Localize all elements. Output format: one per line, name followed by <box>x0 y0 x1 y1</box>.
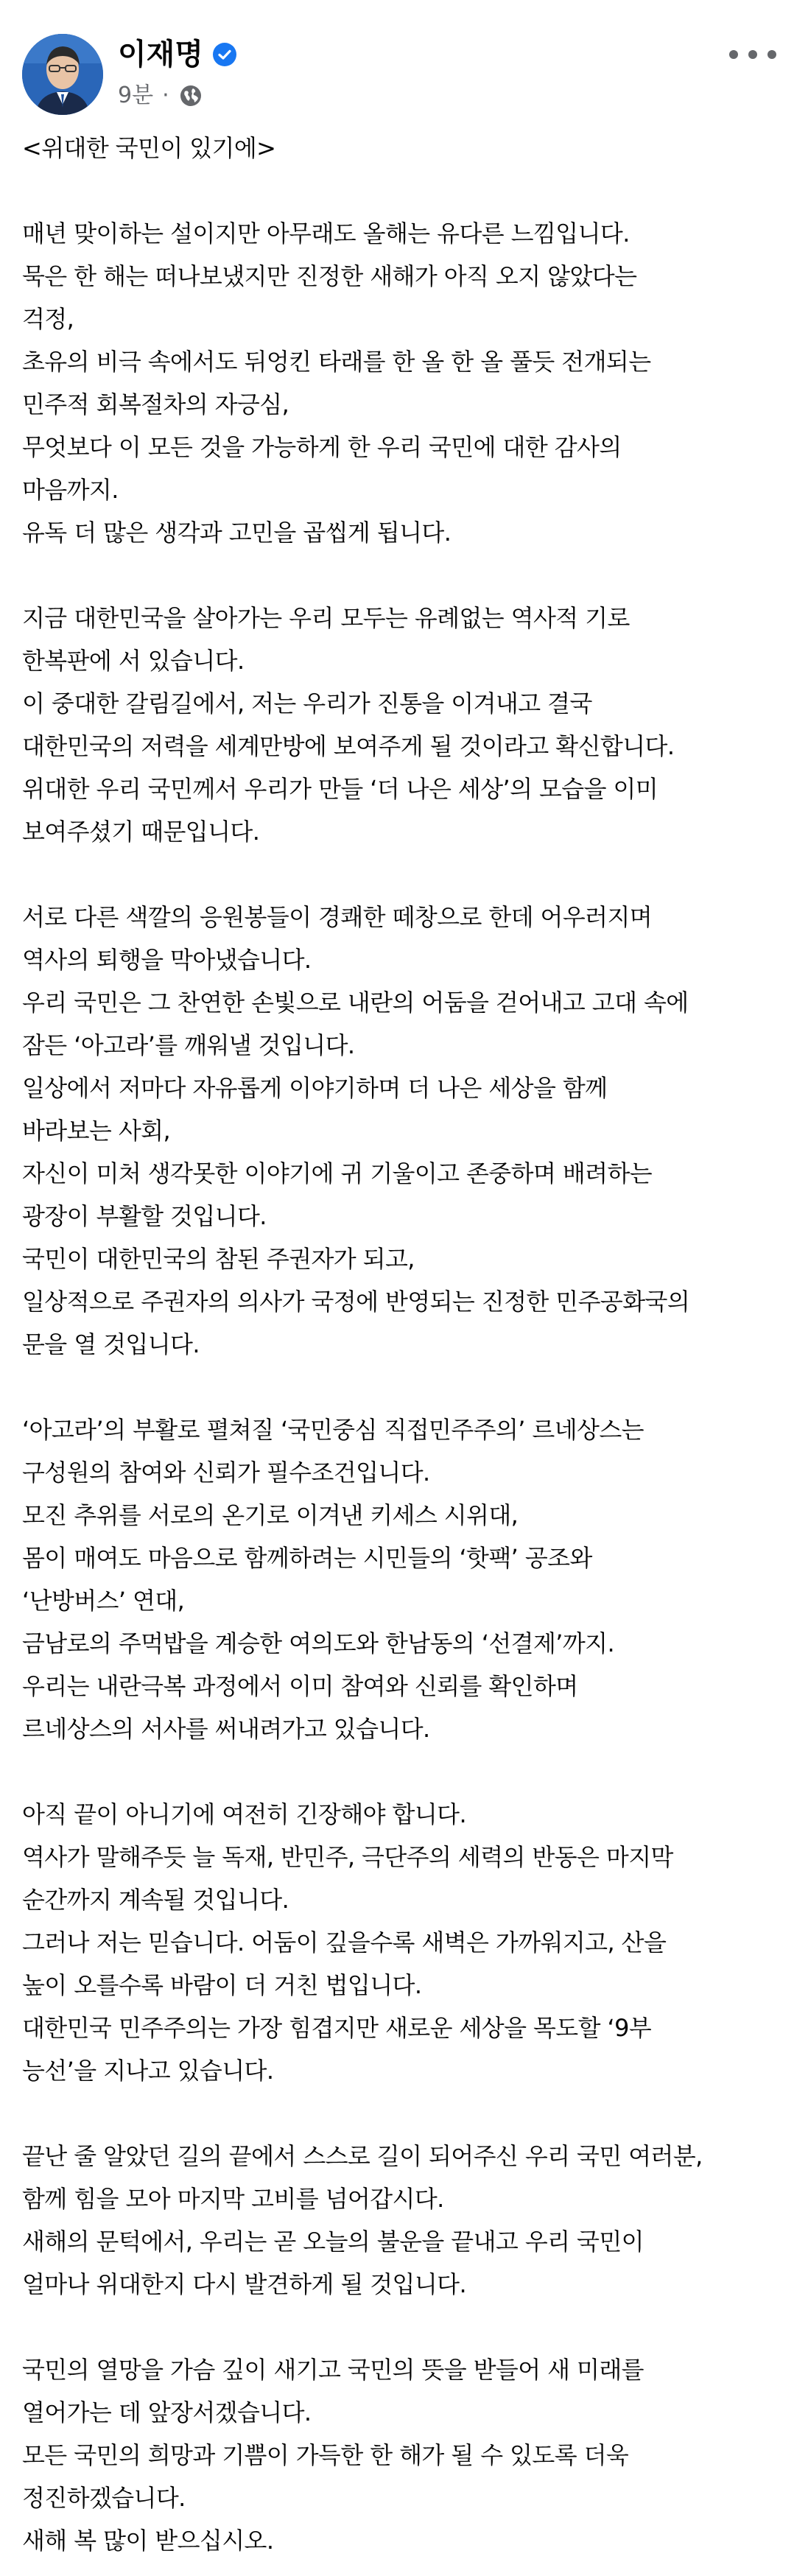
post-text-line: 우리 국민은 그 찬연한 손빛으로 내란의 어둠을 걷어내고 고대 속에 <box>22 989 689 1017</box>
post-text-line: 무엇보다 이 모든 것을 가능하게 한 우리 국민에 대한 감사의 <box>22 433 622 461</box>
post-text-line: 서로 다른 색깔의 응원봉들이 경쾌한 떼창으로 한데 어우러지며 <box>22 903 653 931</box>
paragraph-gap <box>22 1750 781 1793</box>
post-text-line: ‘아고라’의 부활로 펼쳐질 ‘국민중심 직접민주주의’ 르네상스는 <box>22 1416 644 1444</box>
post-text-line: 새해 복 많이 받으십시오. <box>22 2527 274 2555</box>
more-options-button[interactable] <box>729 38 776 71</box>
post-text-line: 역사가 말해주듯 늘 독재, 반민주, 극단주의 세력의 반동은 마지막 <box>22 1843 673 1871</box>
post-text-line: 이 중대한 갈림길에서, 저는 우리가 진통을 이겨내고 결국 <box>22 689 592 717</box>
post-text-line: 아직 끝이 아니기에 여전히 긴장해야 합니다. <box>22 1800 467 1828</box>
post-text-line: 높이 오를수록 바람이 더 거친 법입니다. <box>22 1971 422 1999</box>
paragraph-gap <box>22 554 781 597</box>
post-text-line: 국민의 열망을 가슴 깊이 새기고 국민의 뜻을 받들어 새 미래를 <box>22 2356 644 2384</box>
post-text-line: 바라보는 사회, <box>22 1117 171 1145</box>
post-text-line: 몸이 매여도 마음으로 함께하려는 시민들의 ‘핫팩’ 공조와 <box>22 1544 592 1572</box>
more-dot-icon <box>767 50 776 59</box>
post-timestamp[interactable]: 9분 <box>118 83 154 108</box>
verified-badge-icon <box>212 42 237 67</box>
post-text-line: 대한민국의 저력을 세계만방에 보여주게 될 것이라고 확신합니다. <box>22 732 675 760</box>
more-dot-icon <box>748 50 757 59</box>
post-text-line: 일상적으로 주권자의 의사가 국정에 반영되는 진정한 민주공화국의 <box>22 1288 690 1316</box>
post-text-line: 문을 열 것입니다. <box>22 1330 200 1358</box>
post-text-line: 매년 맞이하는 설이지만 아무래도 올해는 유다른 느낌입니다. <box>22 220 630 248</box>
paragraph-gap <box>22 2306 781 2348</box>
post-text-line: 우리는 내란극복 과정에서 이미 참여와 신뢰를 확인하며 <box>22 1672 578 1700</box>
post-body <box>22 127 781 2562</box>
post-text-line: 모진 추위를 서로의 온기로 이겨낸 키세스 시위대, <box>22 1501 519 1529</box>
globe-icon[interactable] <box>178 83 203 108</box>
post-text-line: 역사의 퇴행을 막아냈습니다. <box>22 946 312 974</box>
more-dot-icon <box>729 50 738 59</box>
post-text-line: 모든 국민의 희망과 기쁨이 가득한 한 해가 될 수 있도록 더욱 <box>22 2441 629 2469</box>
post-text-line: 유독 더 많은 생각과 고민을 곱씹게 됩니다. <box>22 519 452 547</box>
post-text-line: 한복판에 서 있습니다. <box>22 647 245 675</box>
post-text-line: 정진하겠습니다. <box>22 2484 186 2512</box>
post-text-line: 보여주셨기 때문입니다. <box>22 818 260 846</box>
post-text-line: 대한민국 민주주의는 가장 힘겹지만 새로운 세상을 목도할 ‘9부 <box>22 2014 652 2042</box>
post-title: <위대한 국민이 있기에> <box>22 134 276 162</box>
paragraph-gap <box>22 169 781 212</box>
post-meta <box>118 80 203 112</box>
post-text-line: 자신이 미처 생각못한 이야기에 귀 기울이고 존중하며 배려하는 <box>22 1159 653 1187</box>
paragraph-gap <box>22 1366 781 1408</box>
meta-separator: · <box>162 83 169 108</box>
post-text-line: 광장이 부활할 것입니다. <box>22 1202 267 1230</box>
post-text-line: 걱정, <box>22 305 74 333</box>
post-text-line: 금남로의 주먹밥을 계승한 여의도와 한남동의 ‘선결제’까지. <box>22 1629 615 1657</box>
post-text-line: 얼마나 위대한지 다시 발견하게 될 것입니다. <box>22 2270 467 2298</box>
post-text-line: 구성원의 참여와 신뢰가 필수조건입니다. <box>22 1459 430 1487</box>
post-text-line: 국민이 대한민국의 참된 주권자가 되고, <box>22 1245 415 1273</box>
post-text-line: 끝난 줄 알았던 길의 끝에서 스스로 길이 되어주신 우리 국민 여러분, <box>22 2142 703 2170</box>
post-text-line: 새해의 문턱에서, 우리는 곧 오늘의 불운을 끝내고 우리 국민이 <box>22 2228 644 2256</box>
post-text-line: 함께 힘을 모아 마지막 고비를 넘어갑시다. <box>22 2185 444 2213</box>
avatar-image <box>22 34 103 115</box>
author-name[interactable]: 이재명 <box>118 38 203 71</box>
post-text-line: 능선’을 지나고 있습니다. <box>22 2057 274 2085</box>
author-row <box>118 34 237 75</box>
post-lines <box>22 212 781 2562</box>
post-text-line: 민주적 회복절차의 자긍심, <box>22 390 289 418</box>
avatar[interactable] <box>22 34 103 115</box>
post-text-line: 지금 대한민국을 살아가는 우리 모두는 유례없는 역사적 기로 <box>22 604 630 632</box>
post-text-line: 열어가는 데 앞장서겠습니다. <box>22 2398 312 2426</box>
paragraph-gap <box>22 2092 781 2135</box>
post-text-line: 마음까지. <box>22 476 119 504</box>
post-text-line: 잠든 ‘아고라’를 깨워낼 것입니다. <box>22 1031 355 1059</box>
post-text-line: 일상에서 저마다 자유롭게 이야기하며 더 나은 세상을 함께 <box>22 1074 608 1102</box>
post-text-line: 묵은 한 해는 떠나보냈지만 진정한 새해가 아직 오지 않았다는 <box>22 262 637 290</box>
paragraph-gap <box>22 853 781 896</box>
post-text-line: ‘난방버스’ 연대, <box>22 1587 185 1615</box>
post-text-line: 르네상스의 서사를 써내려가고 있습니다. <box>22 1715 430 1743</box>
post-text-line: 위대한 우리 국민께서 우리가 만들 ‘더 나은 세상’의 모습을 이미 <box>22 775 658 803</box>
post-text-line: 그러나 저는 믿습니다. 어둠이 깊을수록 새벽은 가까워지고, 산을 <box>22 1929 667 1956</box>
post-text-line: 순간까지 계속될 것입니다. <box>22 1886 289 1914</box>
post-text-line: 초유의 비극 속에서도 뒤엉킨 타래를 한 올 한 올 풀듯 전개되는 <box>22 348 651 376</box>
